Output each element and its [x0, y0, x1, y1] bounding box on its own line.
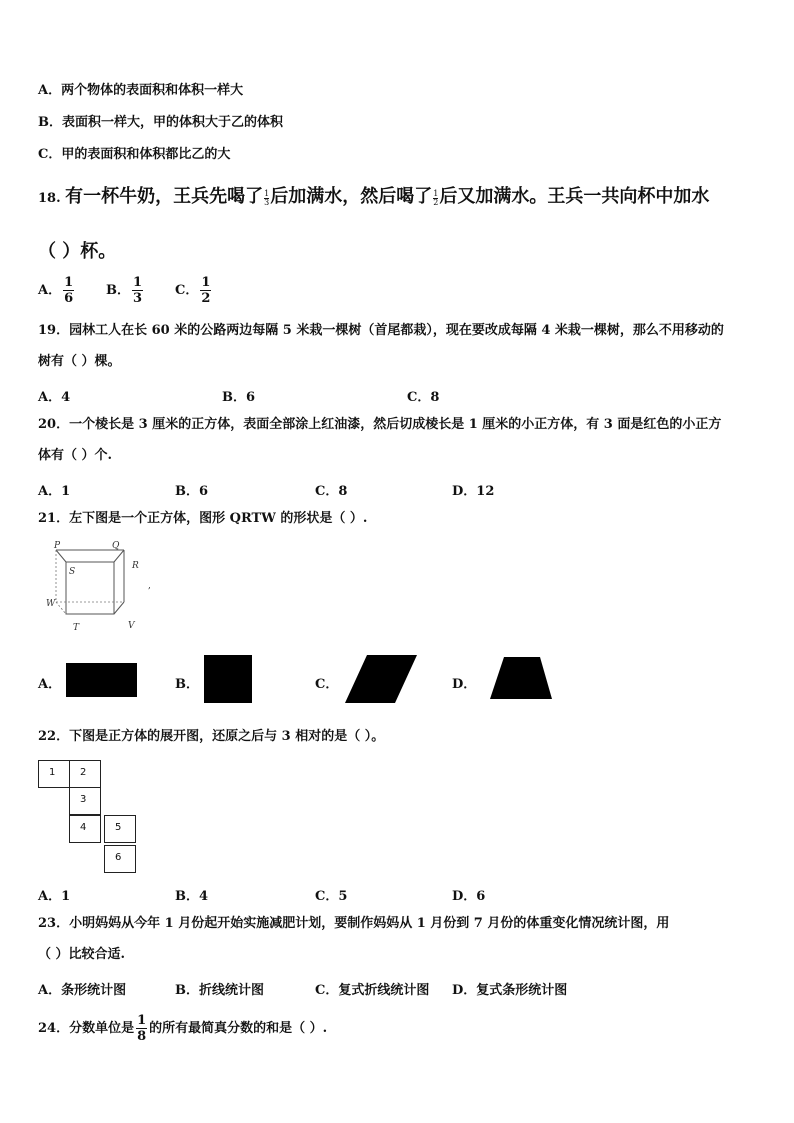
- q23-line2: （ ）比较合适.: [38, 947, 126, 962]
- q18-c-num: 1: [201, 275, 211, 290]
- cube-edge: [56, 550, 66, 562]
- q19-option-b: B．6: [222, 390, 256, 405]
- q24-question: [38, 1014, 327, 1043]
- q22-line1: 22．下图是正方体的展开图，还原之后与 3 相对的是（ ）。: [38, 729, 385, 744]
- q18-b-num: 1: [133, 275, 143, 290]
- q17-option-c: C．甲的表面积和体积都比乙的大: [38, 147, 231, 162]
- q18-line2: （ ）杯。: [38, 241, 117, 262]
- q23-option-d: D．复式条形统计图: [452, 983, 568, 998]
- q20-option-a: A．1: [38, 484, 71, 499]
- cube-mark: ,: [148, 581, 151, 591]
- q21-option-d-trapezoid: [490, 657, 554, 699]
- q20-line1: 20．一个棱长是 3 厘米的正方体，表面全部涂上红油漆，然后切成棱长是 1 厘米的小正方体，有 3 面是红色的小正方: [38, 417, 722, 432]
- q19-option-c: C．8: [407, 390, 440, 405]
- net-cell-3: 3: [69, 787, 101, 815]
- net-cell-6: 6: [104, 845, 136, 873]
- q18-a-den: 6: [64, 291, 74, 306]
- q18-question: [38, 188, 709, 207]
- q23-option-c: C．复式折线统计图: [315, 983, 430, 998]
- q18-c-den: 2: [201, 291, 211, 306]
- q18-option-a: [38, 276, 76, 305]
- cube-figure: [44, 538, 164, 634]
- q24-den: 8: [137, 1029, 147, 1044]
- q20-option-c: C．8: [315, 484, 348, 499]
- q18-frac2-den: 2: [433, 198, 439, 207]
- q18-option-b-fraction: [132, 276, 143, 305]
- cube-label-p: P: [54, 541, 61, 551]
- net-cell-2: 2: [69, 760, 101, 788]
- q18-option-c-fraction: [200, 276, 211, 305]
- cube-edge: [114, 602, 124, 614]
- net-cell-4: 4: [69, 815, 101, 843]
- q20-option-b: B．6: [175, 484, 209, 499]
- net-cell-1: 1: [38, 760, 70, 788]
- cube-label-s: S: [69, 567, 76, 577]
- q24-fraction: [136, 1014, 147, 1043]
- q21-option-b-square: [204, 655, 252, 703]
- q18-frac2-num: 1: [433, 189, 439, 198]
- q19-option-a: A．4: [38, 390, 71, 405]
- q18-b-den: 3: [133, 291, 143, 306]
- net-cell-5: 5: [104, 815, 136, 843]
- q18-text-part2: 后加满水，然后喝了: [270, 186, 433, 207]
- q18-fraction-1: [264, 190, 269, 207]
- q18-option-c: [175, 276, 213, 305]
- q24-text-part2: 的所有最简真分数的和是（ ）.: [149, 1021, 328, 1036]
- q18-text-part1: 有一杯牛奶，王兵先喝了: [65, 186, 264, 207]
- q22-option-d: D．6: [452, 889, 486, 904]
- q18-option-b: [106, 276, 145, 305]
- q23-line1: 23．小明妈妈从今年 1 月份起开始实施减肥计划，要制作妈妈从 1 月份到 7 月份的体重变化情况统计图，用: [38, 916, 670, 931]
- cube-label-w: W: [46, 599, 56, 609]
- q20-option-d: D．12: [452, 484, 495, 499]
- cube-edge: [114, 550, 124, 562]
- q17-option-a: A．两个物体的表面积和体积一样大: [38, 83, 244, 98]
- cube-label-v: V: [128, 621, 135, 631]
- q18-frac1-num: 1: [264, 189, 270, 198]
- cube-label-t: T: [73, 623, 80, 633]
- q22-option-b: B．4: [175, 889, 209, 904]
- q21-option-a-label: A．: [38, 677, 62, 692]
- q23-option-b: B．折线统计图: [175, 983, 264, 998]
- q24-text-part1: 24．分数单位是: [38, 1021, 135, 1036]
- q21-line1: 21．左下图是一个正方体，图形 QRTW 的形状是（ ）.: [38, 511, 368, 526]
- q22-option-a: A．1: [38, 889, 71, 904]
- cube-label-r: R: [132, 561, 139, 571]
- q18-option-a-label: A．: [38, 283, 62, 298]
- q18-option-c-label: C．: [175, 283, 199, 298]
- q17-option-b: B．表面积一样大，甲的体积大于乙的体积: [38, 115, 283, 130]
- q19-line2: 树有（ ）棵。: [38, 354, 121, 369]
- q20-line2: 体有（ ）个.: [38, 448, 113, 463]
- q18-fraction-2: [433, 190, 438, 207]
- q18-option-a-fraction: [63, 276, 74, 305]
- q18-text-part3: 后又加满水。王兵一共向杯中加水: [439, 186, 710, 207]
- q18-a-num: 1: [64, 275, 74, 290]
- q21-option-d-label: D．: [452, 677, 477, 692]
- q21-option-c-parallelogram: [345, 655, 419, 705]
- q21-option-b-label: B．: [175, 677, 199, 692]
- q19-line1: 19．园林工人在长 60 米的公路两边每隔 5 米栽一棵树（首尾都栽），现在要改成每隔 4 米栽一棵树，那么不用移动的: [38, 323, 724, 338]
- q21-option-a-rectangle: [66, 663, 137, 697]
- q23-option-a: A．条形统计图: [38, 983, 127, 998]
- cube-hidden-edge: [56, 602, 66, 614]
- q24-num: 1: [137, 1013, 147, 1028]
- q22-option-c: C．5: [315, 889, 348, 904]
- q18-option-b-label: B．: [106, 283, 130, 298]
- q18-number: 18.: [38, 191, 61, 206]
- q21-option-c-label: C．: [315, 677, 339, 692]
- cube-label-q: Q: [112, 541, 120, 551]
- q18-frac1-den: 3: [264, 198, 270, 207]
